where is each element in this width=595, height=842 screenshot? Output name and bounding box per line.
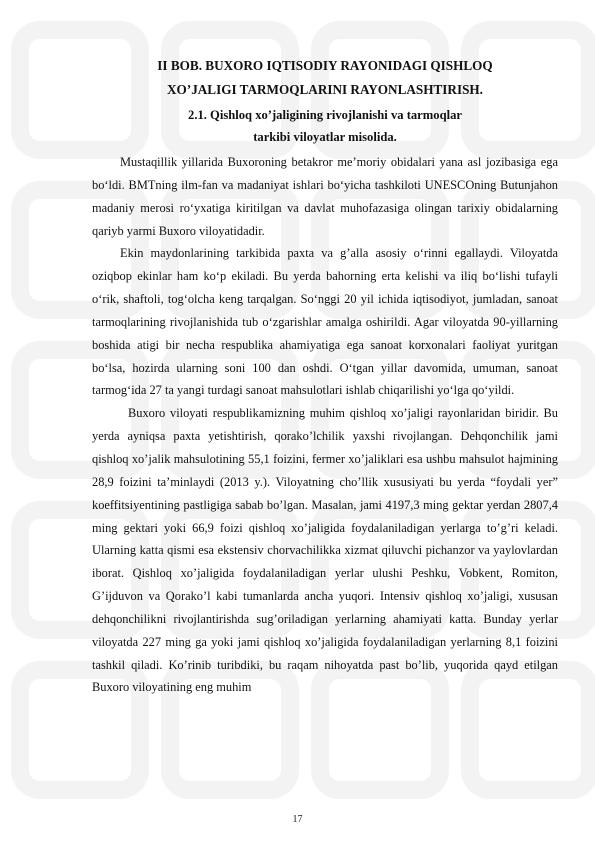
section-title-line-2: tarkibi viloyatlar misolida.: [253, 130, 397, 144]
document-body: [92, 54, 558, 699]
chapter-title-line-1: II BOB. BUXORO IQTISODIY RAYONIDAGI QISHLOQ: [157, 58, 493, 73]
paragraph: Mustaqillik yillarida Buxoroning betakror me’moriy obidalari yana asl jozibasiga ega bo‘ldi. BMTning ilm-fan va madaniyat ishlari bo‘yicha tashkiloti UNESCOning Butunjahon madaniy merosi ro‘yxatiga kiritilgan va davlat muhofazasiga olingan tarixiy obidalarning qariyb yarmi Buxoro viloyatidadir.: [92, 155, 558, 238]
paragraph: Buxoro viloyati respublikamizning muhim qishloq xo’jaligi rayonlaridan biridir. Bu yerda ayniqsa paxta yetishtirish, qorako’lchilik yaxshi rivojlangan. Dehqonchilik jami qishloq xo’jalik mahsulotining 55,1 foizini, fermer xo’jaliklari esa ushbu mahsulot hajmining 28,9 foizini ta’minlaydi (2013 y.). Viloyatning cho’llik xususiyati bu yerda “foydali yer” koeffitsiyentining pastligiga sabab bo’lgan. Masalan, jami 4197,3 ming gektar yerdan 2807,4 ming gektari yoki 66,9 foizi qishloq xo’jaligida foydalaniladigan yerlarga to’g’ri keladi. Ularning katta qismi esa ekstensiv chorvachilikka xizmat qiluvchi pichanzor va yaylovlardan iborat. Qishloq xo’jaligida foydalaniladigan yerlar ulushi Peshku, Vobkent, Romiton, G’ijduvon va Qorako’l kabi tumanlarda ancha yuqori. Intensiv qishloq xo’jaligi, xususan dehqonchilikni rivojlantirishda sug’oriladigan yerlarning ahamiyati katta. Bunday yerlar viloyatda 227 ming ga yoki jami qishloq xo’jaligida foydalaniladigan yerlarning 8,1 foizini tashkil qiladi. Ko’rinib turibdiki, bu raqam nihoyatda past bo’lib, yuqorida qayd etilgan Buxoro viloyatining eng muhim: [92, 406, 558, 695]
page-number: 17: [292, 814, 303, 825]
chapter-title-line-2: XO’JALIGI TARMOQLARINI RAYONLASHTIRISH.: [167, 82, 483, 97]
section-title-line-1: 2.1. Qishloq xo’jaligining rivojlanishi va tarmoqlar: [188, 108, 462, 122]
paragraph: Ekin maydonlarining tarkibida paxta va g’alla asosiy o‘rinni egallaydi. Viloyatda oziqbop ekinlar ham ko‘p ekiladi. Bu yerda bahorning erta kelishi va iliq bo‘lishi tufayli o‘rik, shaftoli, tog‘olcha keng tarqalgan. So‘nggi 20 yil ichida iqtisodiyot, jumladan, sanoat tarmoqlarining rivojlanishida tub o‘zgarishlar amalga oshirildi. Agar viloyatda 90-yillarning boshida atigi bir necha respublika ahamiyatiga ega sanoat korxonalari faoliyat yuritgan bo‘lsa, hozirda ularning soni 100 dan oshdi. O‘tgan yillar davomida, umuman, sanoat tarmog‘ida 27 ta yangi turdagi sanoat mahsulotlari ishlab chiqarilishi yo‘lga qo‘yildi.: [92, 246, 558, 398]
